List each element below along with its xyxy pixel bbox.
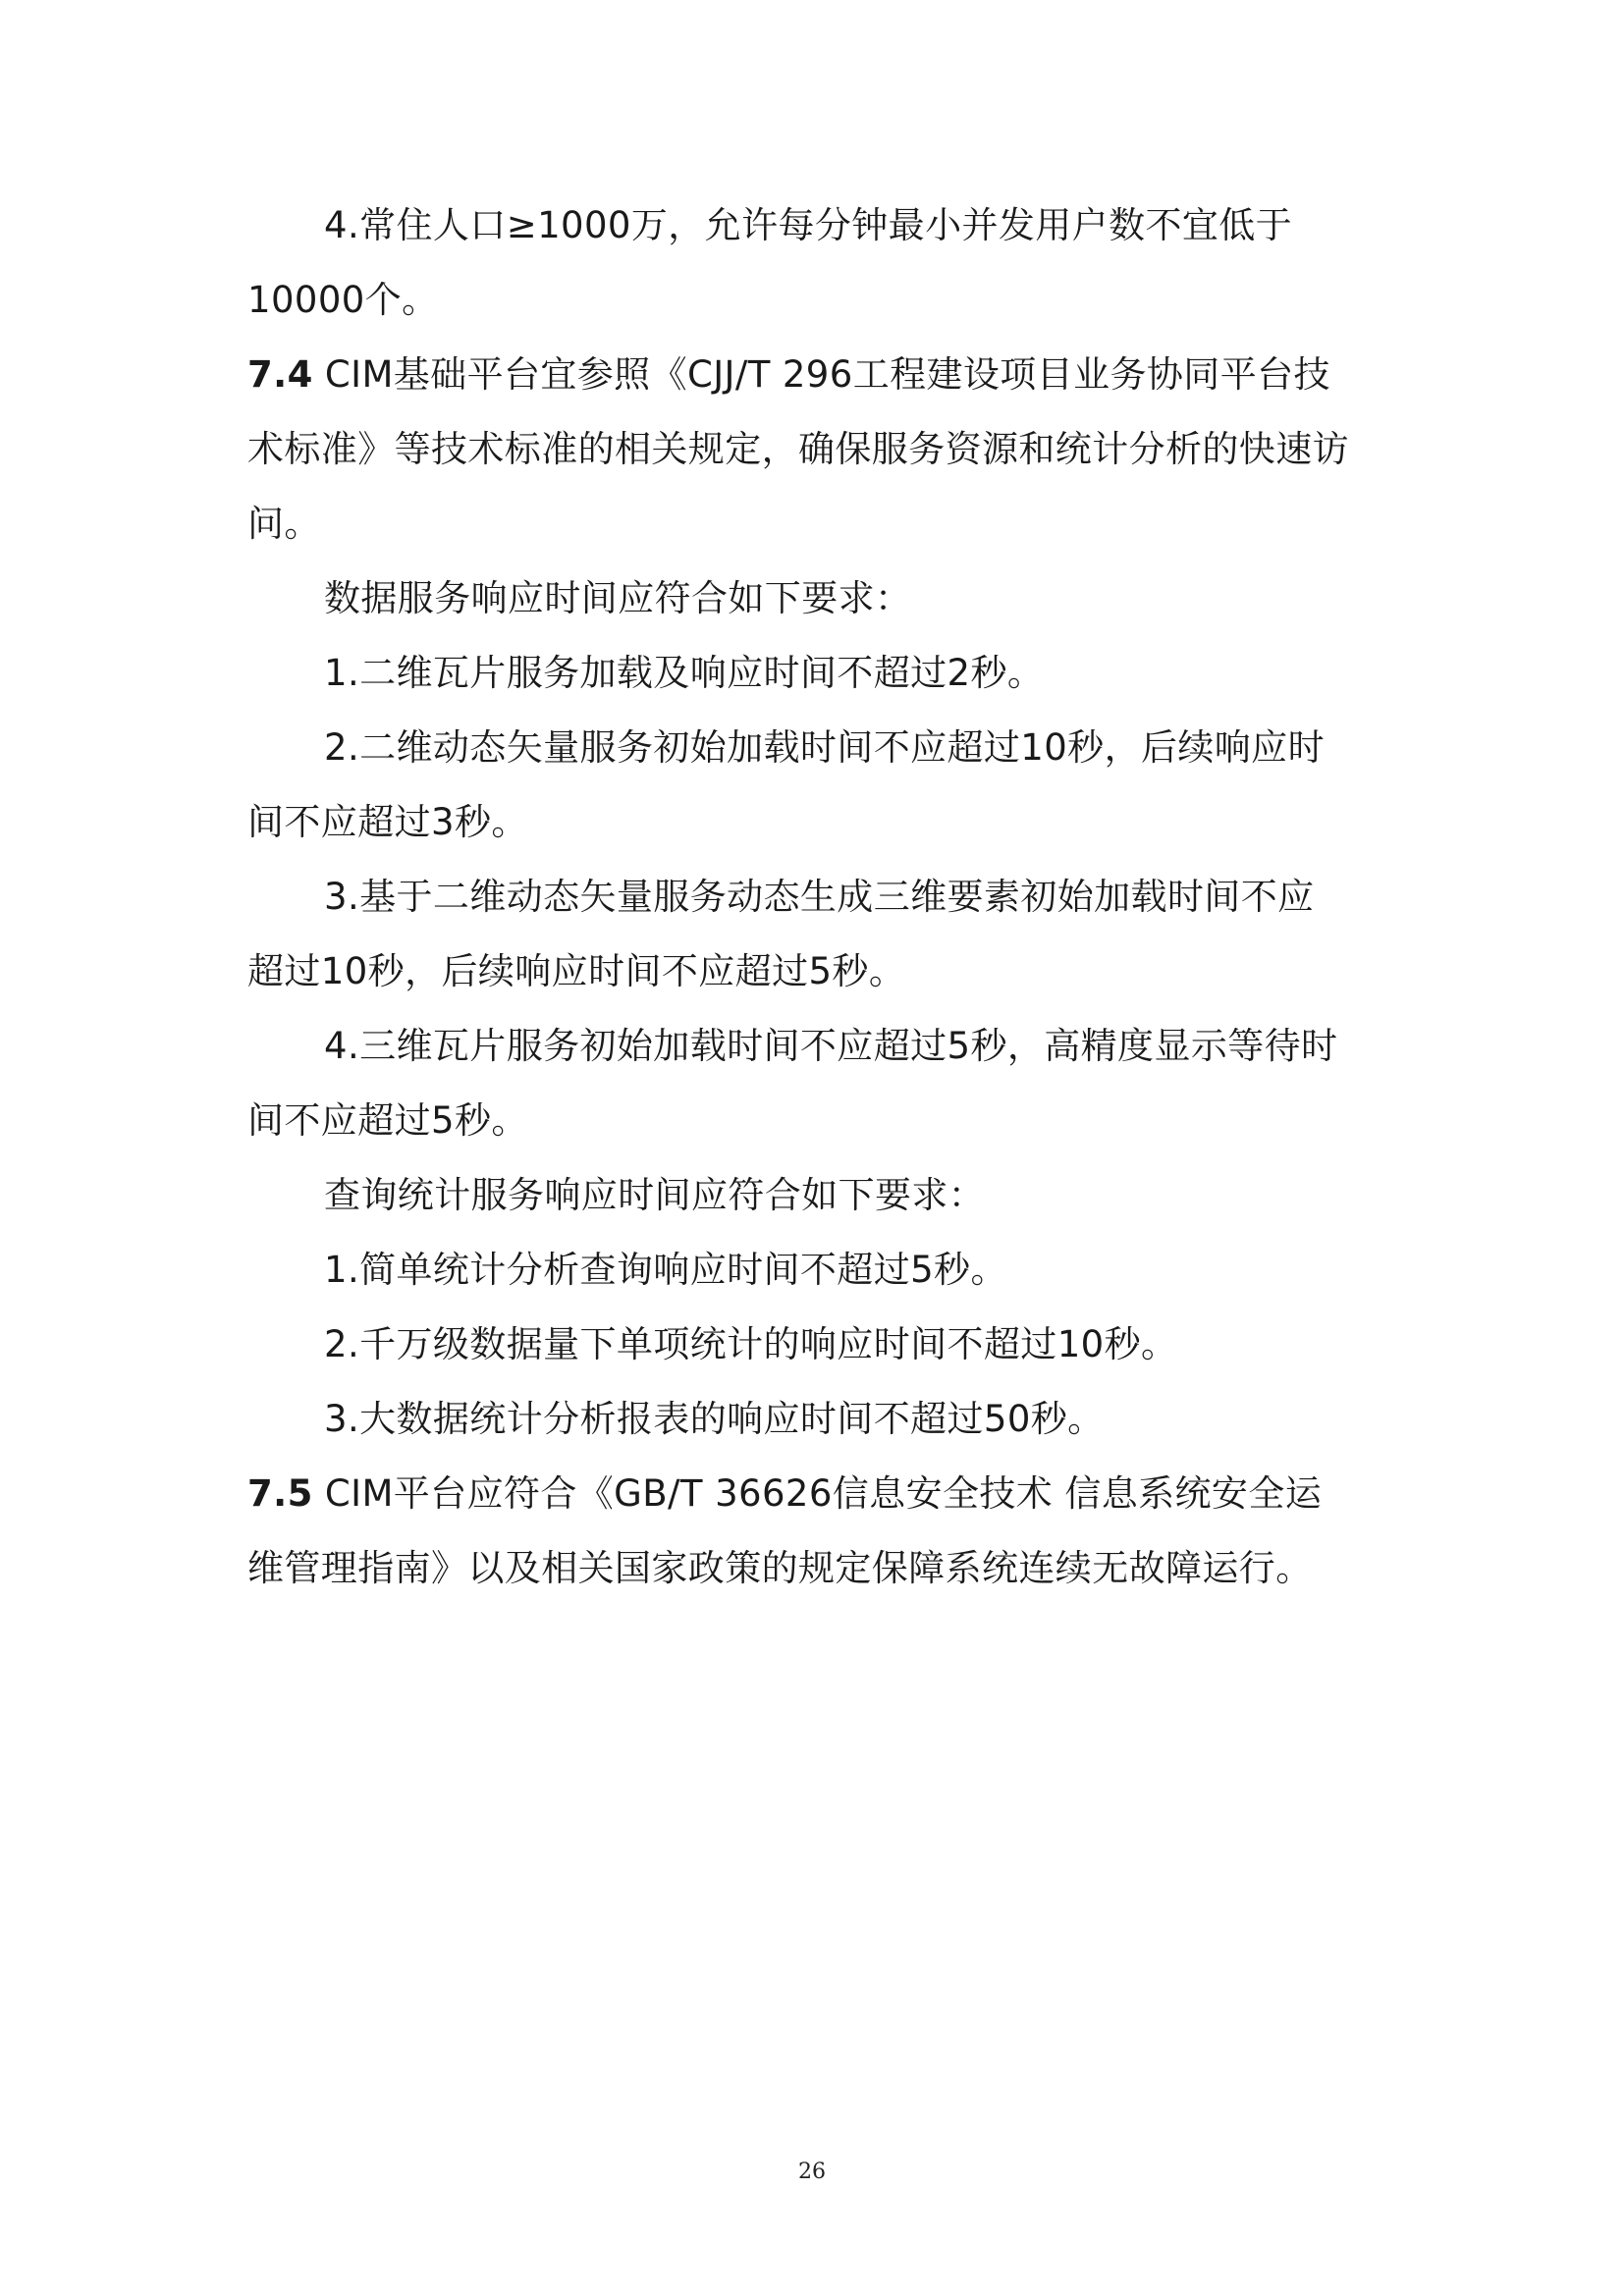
text-line [247, 412, 1386, 487]
line-text: 3.大数据统计分析报表的响应时间不超过50秒。 [324, 1398, 1105, 1440]
page-number: 26 [798, 2160, 826, 2184]
line-text: 4.三维瓦片服务初始加载时间不应超过5秒，高精度显示等待时 [324, 1025, 1338, 1067]
text-line [247, 1382, 1386, 1457]
document-body [247, 188, 1386, 1606]
line-text: 数据服务响应时间应符合如下要求： [324, 577, 912, 619]
line-text: 维管理指南》以及相关国家政策的规定保障系统连续无故障运行。 [247, 1547, 1313, 1589]
line-text: 查询统计服务响应时间应符合如下要求： [324, 1174, 986, 1216]
line-text: 2.千万级数据量下单项统计的响应时间不超过10秒。 [324, 1323, 1178, 1365]
text-line [247, 1531, 1386, 1606]
section-heading-line [247, 338, 1386, 412]
line-text: 间不应超过3秒。 [247, 801, 528, 843]
text-line [247, 785, 1386, 860]
line-text: 2.二维动态矢量服务初始加载时间不应超过10秒，后续响应时 [324, 726, 1325, 769]
section-number: 7.4 [247, 353, 313, 396]
text-line [247, 188, 1386, 263]
line-text: 1.简单统计分析查询响应时间不超过5秒。 [324, 1249, 1007, 1291]
line-text: CIM基础平台宜参照《CJJ/T 296工程建设项目业务协同平台技 [312, 353, 1330, 396]
text-line [247, 1233, 1386, 1308]
line-text: 10000个。 [247, 279, 439, 321]
text-line [247, 711, 1386, 785]
line-text: 超过10秒，后续响应时间不应超过5秒。 [247, 950, 906, 992]
text-line [247, 1009, 1386, 1084]
text-line [247, 860, 1386, 934]
text-line [247, 263, 1386, 338]
text-line [247, 934, 1386, 1009]
line-text: 4.常住人口≥1000万，允许每分钟最小并发用户数不宜低于 [324, 204, 1293, 246]
section-number: 7.5 [247, 1472, 313, 1515]
text-line [247, 1158, 1386, 1233]
text-line [247, 1308, 1386, 1382]
text-line [247, 636, 1386, 711]
line-text: 术标准》等技术标准的相关规定，确保服务资源和统计分析的快速访 [247, 428, 1349, 470]
line-text: 3.基于二维动态矢量服务动态生成三维要素初始加载时间不应 [324, 876, 1315, 918]
line-text: CIM平台应符合《GB/T 36626信息安全技术 信息系统安全运 [312, 1472, 1323, 1515]
line-text: 问。 [247, 503, 321, 545]
text-line [247, 561, 1386, 636]
line-text: 1.二维瓦片服务加载及响应时间不超过2秒。 [324, 652, 1045, 694]
line-text: 间不应超过5秒。 [247, 1099, 528, 1142]
section-heading-line [247, 1457, 1386, 1531]
text-line [247, 1084, 1386, 1158]
text-line [247, 487, 1386, 561]
